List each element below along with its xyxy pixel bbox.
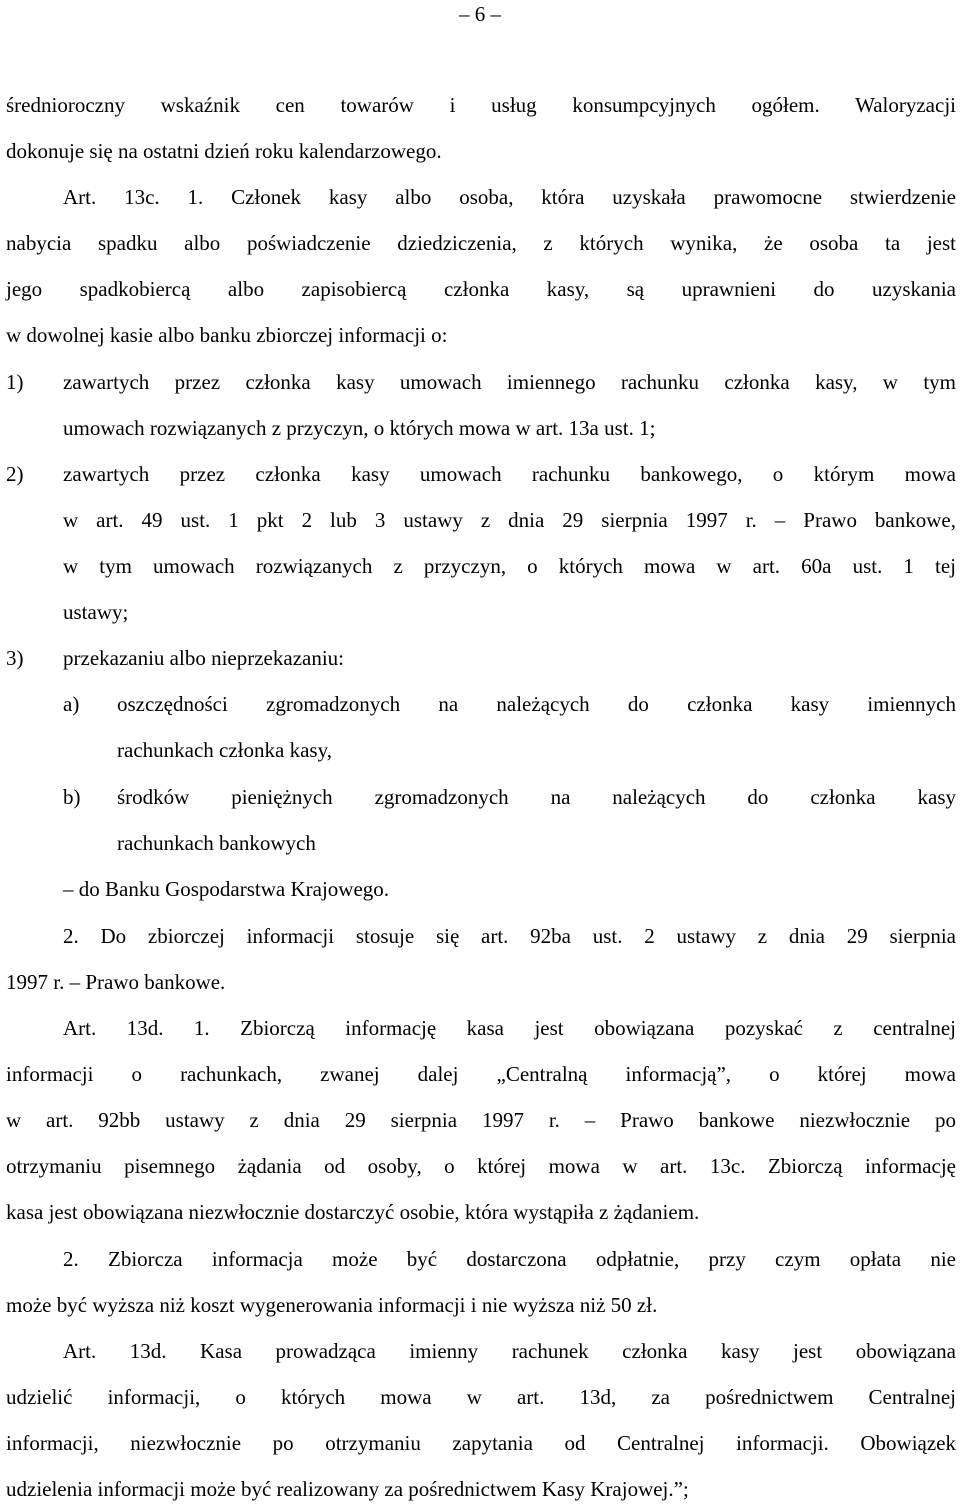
text-line: dokonuje się na ostatni dzień roku kalendarzowego. — [6, 139, 442, 163]
list-label: 2) — [6, 462, 24, 486]
sublist-label: a) — [63, 692, 80, 716]
text-line: udzielenia informacji może być realizowany za pośrednictwem Kasy Krajowej.”; — [6, 1477, 689, 1501]
text-line: udzielić informacji, o których mowa w art. 13d, za pośrednictwem Centralnej — [6, 1385, 956, 1409]
list-item-line: w art. 49 ust. 1 pkt 2 lub 3 ustawy z dnia 29 sierpnia 1997 r. – Prawo bankowe, — [63, 508, 956, 532]
sublist-item-line: oszczędności zgromadzonych na należących do członka kasy imiennych — [117, 692, 956, 716]
article-heading-line: Art. 13d. Kasa prowadząca imienny rachunek członka kasy jest obowiązana — [63, 1339, 956, 1363]
text-line: średnioroczny wskaźnik cen towarów i usług konsumpcyjnych ogółem. Waloryzacji — [6, 93, 956, 117]
text-line: 2. Zbiorcza informacja może być dostarczona odpłatnie, przy czym opłata nie — [63, 1247, 956, 1271]
list-item-line: w tym umowach rozwiązanych z przyczyn, o których mowa w art. 60a ust. 1 tej — [63, 554, 956, 578]
list-item-line: umowach rozwiązanych z przyczyn, o których mowa w art. 13a ust. 1; — [63, 416, 656, 440]
list-item-line: przekazaniu albo nieprzekazaniu: — [63, 646, 345, 670]
text-line: informacji, niezwłocznie po otrzymaniu zapytania od Centralnej informacji. Obowiązek — [6, 1431, 956, 1455]
text-line: w dowolnej kasie albo banku zbiorczej informacji o: — [6, 323, 448, 347]
text-line: jego spadkobiercą albo zapisobiercą członka kasy, są uprawnieni do uzyskania — [6, 277, 956, 301]
list-item-line: zawartych przez członka kasy umowach imiennego rachunku członka kasy, w tym — [63, 370, 956, 394]
sublist-item-line: rachunkach członka kasy, — [117, 738, 332, 762]
sublist-item-line: rachunkach bankowych — [117, 831, 316, 855]
text-line: 1997 r. – Prawo bankowe. — [6, 970, 226, 994]
article-heading-line: Art. 13c. 1. Członek kasy albo osoba, która uzyskała prawomocne stwierdzenie — [63, 185, 956, 209]
text-line: informacji o rachunkach, zwanej dalej „Centralną informacją”, o której mowa — [6, 1062, 956, 1086]
text-line: kasa jest obowiązana niezwłocznie dostarczyć osobie, która wystąpiła z żądaniem. — [6, 1200, 700, 1224]
article-heading-line: Art. 13d. 1. Zbiorczą informację kasa jest obowiązana pozyskać z centralnej — [63, 1016, 956, 1040]
list-label: 3) — [6, 646, 24, 670]
list-item-line: zawartych przez członka kasy umowach rachunku bankowego, o którym mowa — [63, 462, 956, 486]
text-line: – do Banku Gospodarstwa Krajowego. — [63, 877, 390, 901]
text-line: 2. Do zbiorczej informacji stosuje się art. 92ba ust. 2 ustawy z dnia 29 sierpnia — [63, 924, 956, 948]
text-line: otrzymaniu pisemnego żądania od osoby, o której mowa w art. 13c. Zbiorczą informację — [6, 1154, 956, 1178]
page-number: – 6 – — [459, 2, 501, 26]
sublist-label: b) — [63, 785, 81, 809]
sublist-item-line: środków pieniężnych zgromadzonych na należących do członka kasy — [117, 785, 956, 809]
text-line: może być wyższa niż koszt wygenerowania informacji i nie wyższa niż 50 zł. — [6, 1293, 658, 1317]
list-label: 1) — [6, 370, 24, 394]
list-item-line: ustawy; — [63, 600, 129, 624]
text-line: nabycia spadku albo poświadczenie dziedziczenia, z których wynika, że osoba ta jest — [6, 231, 956, 255]
text-line: w art. 92bb ustawy z dnia 29 sierpnia 1997 r. – Prawo bankowe niezwłocznie po — [6, 1108, 956, 1132]
